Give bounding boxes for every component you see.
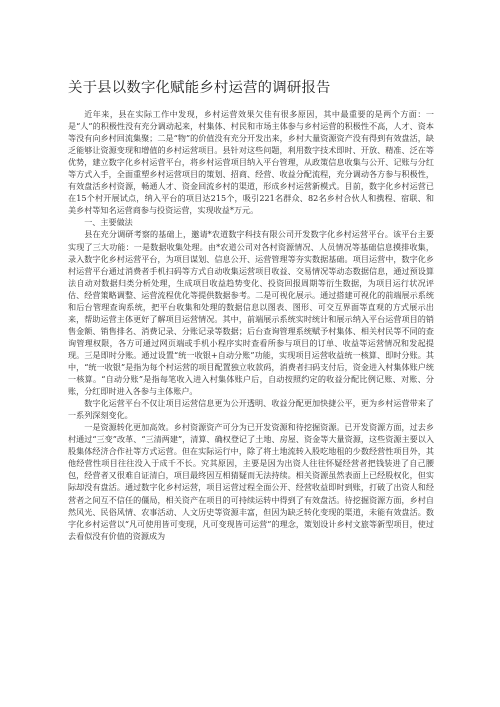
section-heading-main-practices: 一、主要做法 (84, 217, 133, 228)
platform-effects-paragraph: 数字化运营平台不仅让项目运营信息更为公开透明、收益分配更加快捷公平，更为乡村运营带来了一系列深刻变化。 (68, 398, 434, 421)
resource-conversion-paragraph: 一是资源转化更加高效。乡村资源资产可分为已开发资源和待挖掘资源。已开发资源方面，过去乡村通过“三变”改革、“三清两建”，清算、确权登记了土地、房屋、资金等大量资源，这些资源主要以入股集体经济合作社等方式运营。但在实际运行中，除了将土地流转入股吃地租的少数经营性项目外，其他经营性项目往往没入于成千不长。究其原因，主要是因为出资人往往怀疑经营者把钱装进了自己腰包，经营者又很难自证清白，项目最终因互相猜疑而无法持续。相关资源虽然表面上已经股权化，但实际却没有盘活。通过数字化乡村运营，项目运营过程全面公开、经营收益即时到账，打破了出资人和经营者之间互不信任的僵局，相关资产在项目的可持续运转中得到了有效盘活。待挖掘资源方面，乡村自然风光、民俗风情、农事活动、人文历史等资源丰富，但因为缺乏转化变现的渠道，未能有效盘活。数字化乡村运营以“凡可使用皆可变现，凡可变现皆可运营”的理念，策划设计乡村文旅等新型项目，使过去看似没有价值的资源成为 (68, 422, 434, 541)
document-body (68, 108, 434, 542)
intro-paragraph: 近年来，县在实际工作中发现，乡村运营效果欠佳有很多原因，其中最重要的是两个方面：一是“人”的积极性没有充分调动起来，村集体、村民和市场主体参与乡村运营的积极性不高，人才、资本等没有向乡村回流集聚；二是“物”的价值没有充分开发出来，乡村大量资源资产没有得到有效盘活，缺乏能够让资源变现和增值的乡村运营项目。县针对这些问题，利用数字技术即时、开放、精准、泛在等优势，建立数字化乡村运营平台，将乡村运营项目纳入平台管理，从政策信息收集与公开、记账与分红等方式入手，全面重塑乡村运营项目的策划、招商、经营、收益分配流程，充分调动各方参与积极性，有效盘活乡村资源，畅通人才、资金回流乡村的渠道，形成乡村运营新模式。目前，数字化乡村运营已在15个村开展试点，纳入平台的项目达215个，吸引221名群众、82名乡村合伙人和携程、宿联、和美乡村等知名运营商参与投资运营，实现收益*万元。 (68, 109, 434, 216)
document-title: 关于县以数字化赋能乡村运营的调研报告 (68, 80, 331, 96)
platform-functions-paragraph: 县在充分调研考察的基础上，邀请*农道数字科技有限公司开发数字化乡村运营平台。该平台主要实现了三大功能：一是数据收集处理。由*农道公司对各村资源情况、人员情况等基础信息摸排收集，录入数字化乡村运营平台，为项目谋划、信息公开、运营管理等夯实数据基础。项目运营中，数字化乡村运营平台通过消费者手机扫码等方式自动收集运营项目收益、交易情况等动态数据信息，通过预设算法自动对数据归类分析处理，生成项目收益趋势变化、投资回报周期等衍生数据，为项目运行状况评估、经营策略调整、运营流程优化等提供数据参考。二是可视化展示。通过搭建可视化的前端展示系统和后台管理查询系统，把平台收集和处理的数据信息以图表、图形、可交互界面等直观的方式展示出来，帮助运营主体更好了解项目运营情况。其中，前端展示系统实时统计和展示纳入平台运营项目的销售金额、销售排名、消费记录、分账记录等数据；后台查询管理系统赋予村集体、相关村民等不同的查询管理权限，各方可通过网页端或手机小程序实时查看所参与项目的订单、收益等运营情况和发起提现。三是即时分账。通过设置“统一收银+自动分账”功能，实现项目运营收益统一核算、即时分账。其中，“统一收银”是指为每个村运营的项目配置独立收款码，消费者扫码支付后，资金进入村集体账户统一核算。“自动分账”是指每笔收入进入村集体账户后，自动按照约定的收益分配比例记账、对账、分账，分红即时进入各参与主体账户。 (68, 229, 434, 397)
